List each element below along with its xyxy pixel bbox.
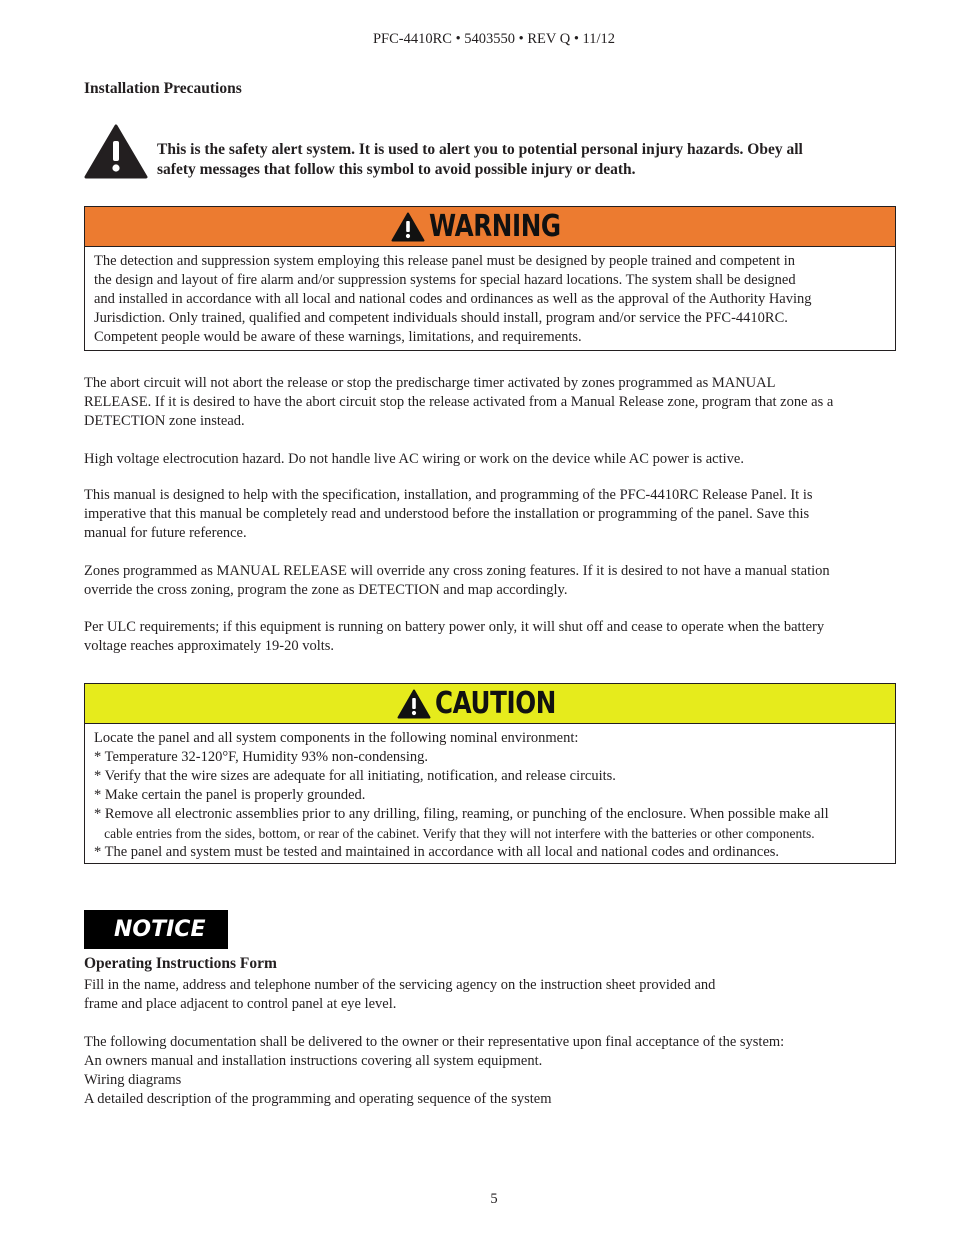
ulc-paragraph: [84, 618, 896, 656]
paragraph-line: imperative that this manual be completely read and understood before the installation or programming of the panel. Save this: [84, 506, 810, 522]
paragraph-line: Per ULC requirements; if this equipment is running on battery power only, it will shut off and cease to operate when the battery: [84, 619, 825, 635]
caution-line: cable entries from the sides, bottom, or rear of the cabinet. Verify that they will not interfere with the batteries or other components.: [94, 826, 815, 841]
paragraph-line: Wiring diagrams: [84, 1072, 182, 1088]
installation-precautions-title: Installation Precautions: [84, 80, 242, 97]
operating-instructions-title: Operating Instructions Form: [84, 955, 277, 972]
paragraph-line: RELEASE. If it is desired to have the abort circuit stop the release activated from a Manual Release zone, program that zone as a: [84, 394, 834, 410]
voltage-paragraph: [84, 450, 896, 469]
page-number: 5: [490, 1191, 498, 1207]
paragraph-line: A detailed description of the programming and operating sequence of the system: [84, 1091, 552, 1107]
notice-banner: [84, 910, 228, 949]
caution-banner: [85, 684, 895, 724]
paragraph-line: An owners manual and installation instructions covering all system equipment.: [84, 1053, 543, 1069]
paragraph-line: Fill in the name, address and telephone number of the servicing agency on the instruction sheet provided and: [84, 977, 716, 993]
warning-box: [84, 206, 896, 351]
paragraph-line: override the cross zoning, program the zone as DETECTION and map accordingly.: [84, 582, 568, 598]
safety-alert-text: [157, 140, 897, 179]
safety-alert-icon: [84, 124, 148, 179]
abort-paragraph: [84, 374, 896, 431]
caution-label: CAUTION: [435, 686, 557, 721]
paragraph-line: frame and place adjacent to control panel at eye level.: [84, 996, 397, 1012]
caution-line: * The panel and system must be tested and maintained in accordance with all local and national codes and ordinances.: [94, 844, 780, 860]
caution-line: Locate the panel and all system components in the following nominal environment:: [94, 730, 579, 746]
operating-paragraph: [84, 976, 896, 1014]
warning-label: WARNING: [428, 209, 561, 244]
warning-triangle-icon: [391, 212, 425, 242]
paragraph-line: High voltage electrocution hazard. Do not handle live AC wiring or work on the device while AC power is active.: [84, 451, 744, 467]
document-header: PFC-4410RC • 5403550 • REV Q • 11/12: [372, 31, 616, 47]
caution-line: * Make certain the panel is properly grounded.: [94, 787, 366, 803]
paragraph-line: Zones programmed as MANUAL RELEASE will override any cross zoning features. If it is desired to not have a manual station: [84, 563, 830, 579]
paragraph-line: voltage reaches approximately 19-20 volts.: [84, 638, 335, 654]
paragraph-line: DETECTION zone instead.: [84, 413, 245, 429]
paragraph-line: The abort circuit will not abort the release or stop the predischarge timer activated by zones programmed as MANUAL: [84, 375, 776, 391]
manual-paragraph: [84, 486, 896, 543]
caution-triangle-icon: [397, 689, 431, 719]
paragraph-line: This manual is designed to help with the specification, installation, and programming of the PFC-4410RC Release Panel. It is: [84, 487, 813, 503]
safety-alert-line: This is the safety alert system. It is used to alert you to potential personal injury hazards. Obey all: [157, 141, 803, 158]
caution-line: * Temperature 32-120°F, Humidity 93% non-condensing.: [94, 749, 428, 765]
notice-label: NOTICE: [114, 917, 206, 942]
delivery-paragraph: [84, 1033, 896, 1109]
warning-line: the design and layout of fire alarm and/or suppression systems for special hazard locations. The system shall be designed: [94, 272, 796, 288]
paragraph-line: The following documentation shall be delivered to the owner or their representative upon final acceptance of the system:: [84, 1034, 785, 1050]
warning-line: Jurisdiction. Only trained, qualified and competent individuals should install, program and/or service the PFC-4410RC.: [94, 310, 788, 326]
safety-alert-line: safety messages that follow this symbol to avoid possible injury or death.: [157, 160, 636, 178]
warning-body: [85, 247, 895, 353]
warning-line: Competent people would be aware of these warnings, limitations, and requirements.: [94, 329, 582, 345]
caution-box: [84, 683, 896, 864]
warning-banner: [85, 207, 895, 247]
zones-paragraph: [84, 562, 896, 600]
paragraph-line: manual for future reference.: [84, 525, 247, 541]
caution-line: * Verify that the wire sizes are adequate for all initiating, notification, and release circuits.: [94, 768, 616, 784]
warning-line: and installed in accordance with all local and national codes and ordinances as well as the approval of the Authority Having: [94, 291, 812, 307]
warning-line: The detection and suppression system employing this release panel must be designed by people trained and competent in: [94, 253, 796, 269]
caution-line: * Remove all electronic assemblies prior to any drilling, filing, reaming, or punching of the enclosure. When possible make all: [94, 806, 829, 822]
caution-body: [85, 724, 895, 868]
